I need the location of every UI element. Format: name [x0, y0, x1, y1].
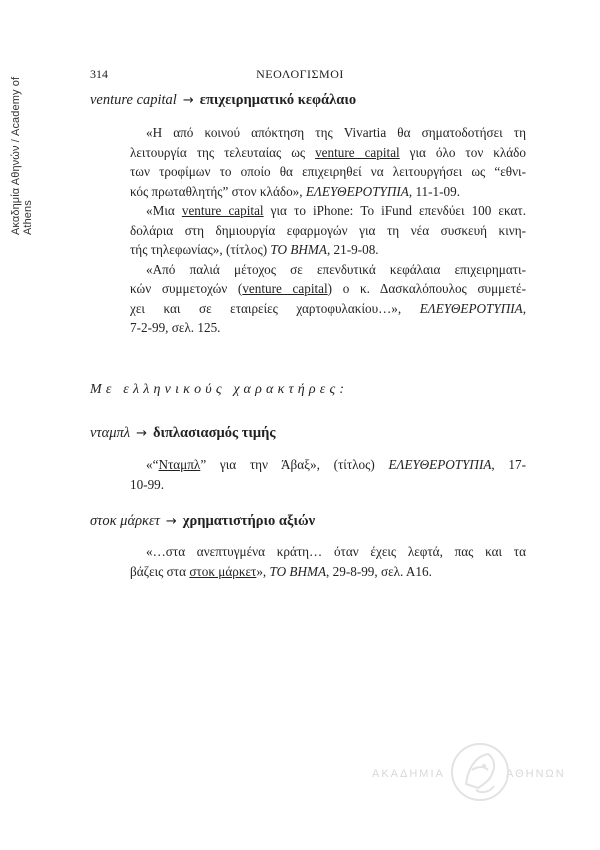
source-name: ΕΛΕΥΘΕΡΟΤΥΠΙΑ — [388, 457, 492, 472]
quote-line: λειτουργία της τελευταίας ως venture capital για όλο τον κλάδο — [130, 144, 526, 160]
running-head: ΝΕΟΛΟΓΙΣΜΟΙ — [256, 67, 344, 81]
quote-line: «Από παλιά μέτοχος σε επενδυτικά κεφάλαια επιχειρηματι- — [146, 261, 526, 277]
watermark-text-left: ΑΚΑΔΗΜΙΑ — [372, 768, 445, 780]
quote-line: κών συμμετοχών (venture capital) ο κ. Δασκαλόπουλος συμμετέ- — [130, 281, 526, 296]
quote-line: «Μια venture capital για το iPhone: Το iFund επενδύει 100 εκατ. — [146, 203, 526, 218]
source-name: ΤΟ ΒΗΜΑ — [269, 563, 327, 579]
entry-heading-stok-market — [90, 513, 315, 530]
side-label: Ακαδημία Αθηνών / Academy of Athens — [10, 76, 34, 235]
entry-meaning: χρηματιστήριο αξιών — [182, 513, 316, 529]
quote-block — [130, 123, 526, 338]
entry-meaning: επιχειρηματικό κεφάλαιο — [199, 92, 357, 108]
arrow-icon: → — [136, 426, 147, 441]
entry-heading-ntampl — [90, 425, 275, 442]
entry-meaning: διπλασιασμός τιμής — [152, 425, 276, 441]
entry-heading-venture-capital — [90, 92, 356, 109]
underlined-term: στοκ μάρκετ — [189, 563, 257, 579]
quote-line: «Η από κοινού απόκτηση της Vivartia θα σηματοδοτήσει τη — [146, 125, 526, 140]
source-name: ΤΟ ΒΗΜΑ — [270, 242, 327, 257]
athena-emblem-icon — [448, 740, 512, 804]
quote-block — [130, 542, 526, 581]
entry-term: στοκ μάρκετ — [90, 513, 160, 529]
quote-line: τής τηλεφωνίας», (τίτλος) ΤΟ ΒΗΜΑ, 21-9-08. — [130, 242, 379, 257]
quote-line: «“Νταμπλ” για την Άβαξ», (τίτλος) ΕΛΕΥΘΕΡΟΤΥΠΙΑ, 17- — [146, 457, 526, 472]
quote-line: των τροφίμων το οποίο θα επιχειρηθεί να λειτουργήσει ως “εθνι- — [130, 164, 526, 179]
underlined-term: venture capital — [242, 281, 328, 296]
quote-line: 7-2-99, σελ. 125. — [130, 320, 221, 335]
underlined-term: Νταμπλ — [158, 457, 201, 472]
source-name: ΕΛΕΥΘΕΡΟΤΥΠΙΑ — [305, 183, 409, 199]
underlined-term: venture capital — [315, 144, 400, 160]
quote-line: χει και σε εταιρείες χαρτοφυλακίου…», ΕΛΕΥΘΕΡΟΤΥΠΙΑ, — [130, 300, 526, 316]
entry-term: νταμπλ — [90, 425, 131, 441]
page-number: 314 — [90, 67, 108, 81]
quote-line: κός πρωταθλητής” στον κλάδο», ΕΛΕΥΘΕΡΟΤΥΠΙΑ, 11-1-09. — [130, 183, 461, 199]
quote-line: βάζεις στα στοκ μάρκετ», ΤΟ ΒΗΜΑ, 29-8-99, σελ. Α16. — [130, 563, 432, 579]
entry-term: venture capital — [90, 92, 177, 108]
watermark-text-right: ΑΘΗΝΩΝ — [506, 768, 566, 780]
arrow-icon: → — [182, 93, 194, 108]
section-heading: Με ελληνικούς χαρακτήρες: — [90, 382, 349, 397]
arrow-icon: → — [165, 514, 177, 529]
source-name: ΕΛΕΥΘΕΡΟΤΥΠΙΑ — [419, 300, 523, 316]
quote-line: «…στα ανεπτυγμένα κράτη… όταν έχεις λεφτά, πας και τα — [146, 544, 526, 559]
quote-block — [130, 455, 526, 494]
underlined-term: venture capital — [181, 203, 264, 218]
quote-line: δολάρια στη δημιουργία εφαρμογών για τη νέα συσκευή κινη- — [130, 222, 526, 238]
quote-line: 10-99. — [130, 476, 165, 492]
